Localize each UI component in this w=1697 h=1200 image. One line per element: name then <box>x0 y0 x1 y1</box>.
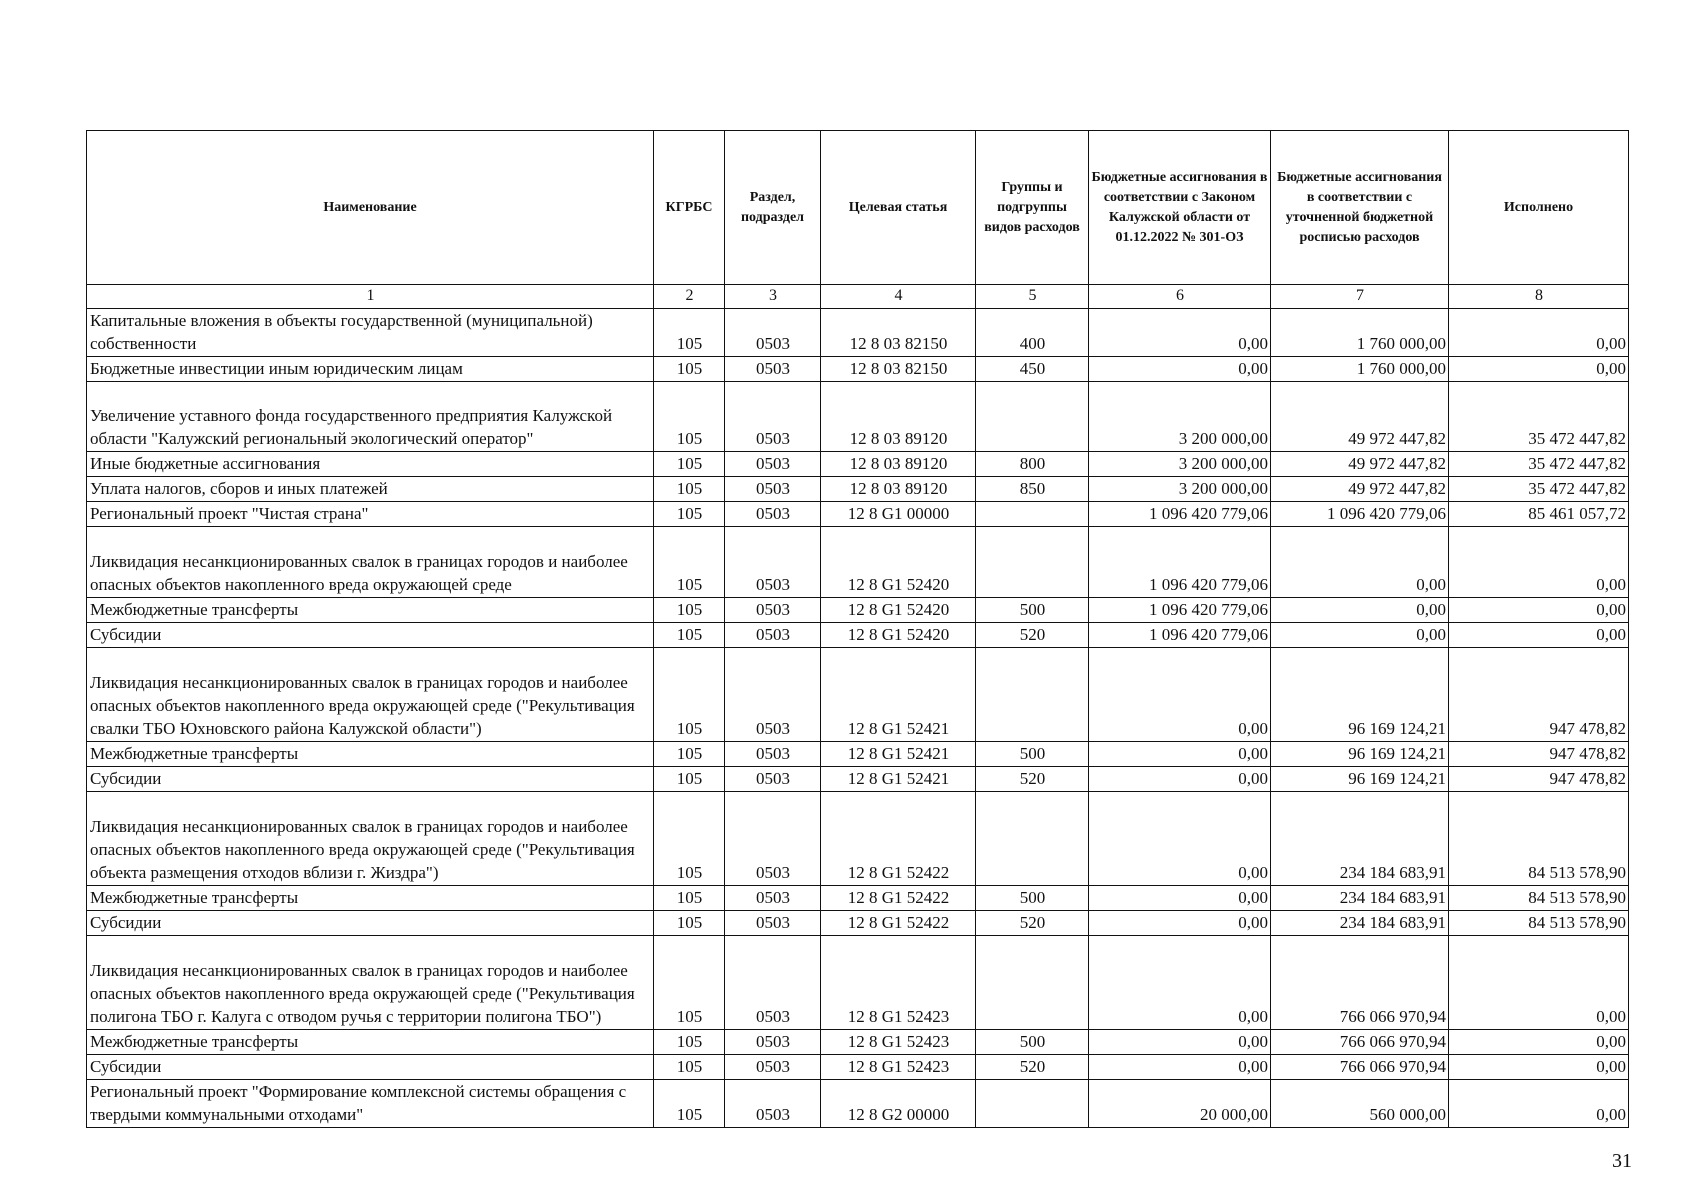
cell-razdel: 0503 <box>725 886 821 911</box>
cell-statya: 12 8 G1 52423 <box>821 1055 976 1080</box>
cell-vid: 450 <box>976 357 1089 382</box>
cell-statya: 12 8 G1 52421 <box>821 767 976 792</box>
cell-razdel: 0503 <box>725 742 821 767</box>
cell-ispolneno-amount: 84 513 578,90 <box>1449 792 1629 886</box>
cell-rospis-amount: 0,00 <box>1271 527 1449 598</box>
cell-law-amount: 3 200 000,00 <box>1089 382 1271 452</box>
cell-razdel: 0503 <box>725 309 821 357</box>
cell-statya: 12 8 G1 52423 <box>821 936 976 1030</box>
cell-razdel: 0503 <box>725 1030 821 1055</box>
table-row <box>87 357 1629 382</box>
cell-razdel: 0503 <box>725 648 821 742</box>
cell-kgrbs: 105 <box>654 886 725 911</box>
cell-law-amount: 0,00 <box>1089 357 1271 382</box>
cell-ispolneno-amount: 0,00 <box>1449 357 1629 382</box>
cell-vid <box>976 792 1089 886</box>
column-number: 3 <box>725 285 821 309</box>
cell-razdel: 0503 <box>725 598 821 623</box>
cell-statya: 12 8 G1 52420 <box>821 598 976 623</box>
cell-law-amount: 1 096 420 779,06 <box>1089 527 1271 598</box>
header-name: Наименование <box>87 131 654 285</box>
header-kgrbs: КГРБС <box>654 131 725 285</box>
cell-rospis-amount: 766 066 970,94 <box>1271 1055 1449 1080</box>
cell-name: Субсидии <box>87 1055 654 1080</box>
cell-name: Иные бюджетные ассигнования <box>87 452 654 477</box>
table-row <box>87 1055 1629 1080</box>
column-number: 7 <box>1271 285 1449 309</box>
cell-name: Бюджетные инвестиции иным юридическим лицам <box>87 357 654 382</box>
cell-law-amount: 1 096 420 779,06 <box>1089 598 1271 623</box>
cell-rospis-amount: 234 184 683,91 <box>1271 911 1449 936</box>
table-row <box>87 382 1629 452</box>
cell-kgrbs: 105 <box>654 598 725 623</box>
cell-statya: 12 8 03 89120 <box>821 452 976 477</box>
column-number: 5 <box>976 285 1089 309</box>
cell-law-amount: 0,00 <box>1089 1055 1271 1080</box>
cell-ispolneno-amount: 84 513 578,90 <box>1449 911 1629 936</box>
cell-name: Межбюджетные трансферты <box>87 886 654 911</box>
cell-vid <box>976 1080 1089 1128</box>
cell-rospis-amount: 1 760 000,00 <box>1271 309 1449 357</box>
cell-ispolneno-amount: 0,00 <box>1449 309 1629 357</box>
cell-kgrbs: 105 <box>654 767 725 792</box>
cell-law-amount: 0,00 <box>1089 648 1271 742</box>
table-row <box>87 598 1629 623</box>
cell-razdel: 0503 <box>725 767 821 792</box>
cell-ispolneno-amount: 85 461 057,72 <box>1449 502 1629 527</box>
cell-name: Межбюджетные трансферты <box>87 1030 654 1055</box>
table-row <box>87 911 1629 936</box>
cell-rospis-amount: 49 972 447,82 <box>1271 382 1449 452</box>
cell-rospis-amount: 49 972 447,82 <box>1271 477 1449 502</box>
cell-law-amount: 1 096 420 779,06 <box>1089 502 1271 527</box>
cell-name: Увеличение уставного фонда государственного предприятия Калужской области "Калужский региональный экологический оператор" <box>87 382 654 452</box>
cell-statya: 12 8 03 82150 <box>821 357 976 382</box>
cell-kgrbs: 105 <box>654 1055 725 1080</box>
cell-name: Ликвидация несанкционированных свалок в границах городов и наиболее опасных объектов накопленного вреда окружающей среде ("Рекультивация полигона ТБО г. Калуга с отводом ручья с территории полигона ТБО") <box>87 936 654 1030</box>
cell-vid: 520 <box>976 767 1089 792</box>
cell-rospis-amount: 234 184 683,91 <box>1271 792 1449 886</box>
cell-statya: 12 8 G1 52422 <box>821 911 976 936</box>
table-row <box>87 502 1629 527</box>
cell-rospis-amount: 766 066 970,94 <box>1271 1030 1449 1055</box>
page-number: 31 <box>1612 1150 1632 1172</box>
cell-name: Субсидии <box>87 767 654 792</box>
cell-rospis-amount: 0,00 <box>1271 598 1449 623</box>
cell-law-amount: 3 200 000,00 <box>1089 452 1271 477</box>
cell-name: Межбюджетные трансферты <box>87 742 654 767</box>
cell-ispolneno-amount: 0,00 <box>1449 936 1629 1030</box>
column-number: 8 <box>1449 285 1629 309</box>
cell-statya: 12 8 G1 52421 <box>821 742 976 767</box>
cell-kgrbs: 105 <box>654 452 725 477</box>
cell-vid <box>976 527 1089 598</box>
cell-vid: 500 <box>976 1030 1089 1055</box>
cell-rospis-amount: 560 000,00 <box>1271 1080 1449 1128</box>
cell-vid: 520 <box>976 911 1089 936</box>
cell-name: Уплата налогов, сборов и иных платежей <box>87 477 654 502</box>
cell-razdel: 0503 <box>725 382 821 452</box>
cell-kgrbs: 105 <box>654 936 725 1030</box>
cell-ispolneno-amount: 0,00 <box>1449 1030 1629 1055</box>
header-rospis: Бюджетные ассигнования в соответствии с уточненной бюджетной росписью расходов <box>1271 131 1449 285</box>
cell-name: Капитальные вложения в объекты государственной (муниципальной) собственности <box>87 309 654 357</box>
cell-rospis-amount: 234 184 683,91 <box>1271 886 1449 911</box>
column-number: 4 <box>821 285 976 309</box>
table-row <box>87 936 1629 1030</box>
cell-rospis-amount: 0,00 <box>1271 623 1449 648</box>
cell-vid <box>976 502 1089 527</box>
cell-name: Региональный проект "Формирование комплексной системы обращения с твердыми коммунальными отходами" <box>87 1080 654 1128</box>
table-row <box>87 792 1629 886</box>
cell-name: Субсидии <box>87 911 654 936</box>
cell-ispolneno-amount: 0,00 <box>1449 1055 1629 1080</box>
cell-kgrbs: 105 <box>654 309 725 357</box>
cell-name: Ликвидация несанкционированных свалок в границах городов и наиболее опасных объектов накопленного вреда окружающей среде ("Рекультивация свалки ТБО Юхновского района Калужской области") <box>87 648 654 742</box>
cell-vid <box>976 936 1089 1030</box>
cell-rospis-amount: 96 169 124,21 <box>1271 648 1449 742</box>
cell-ispolneno-amount: 0,00 <box>1449 623 1629 648</box>
cell-vid: 800 <box>976 452 1089 477</box>
cell-law-amount: 0,00 <box>1089 886 1271 911</box>
cell-rospis-amount: 766 066 970,94 <box>1271 936 1449 1030</box>
cell-razdel: 0503 <box>725 527 821 598</box>
cell-razdel: 0503 <box>725 936 821 1030</box>
cell-vid: 520 <box>976 1055 1089 1080</box>
table-row <box>87 742 1629 767</box>
cell-kgrbs: 105 <box>654 527 725 598</box>
header-vid: Группы и подгруппы видов расходов <box>976 131 1089 285</box>
cell-vid: 500 <box>976 886 1089 911</box>
cell-kgrbs: 105 <box>654 911 725 936</box>
cell-kgrbs: 105 <box>654 1080 725 1128</box>
cell-law-amount: 0,00 <box>1089 792 1271 886</box>
cell-kgrbs: 105 <box>654 1030 725 1055</box>
cell-razdel: 0503 <box>725 452 821 477</box>
cell-kgrbs: 105 <box>654 623 725 648</box>
cell-ispolneno-amount: 947 478,82 <box>1449 742 1629 767</box>
cell-statya: 12 8 G2 00000 <box>821 1080 976 1128</box>
cell-ispolneno-amount: 0,00 <box>1449 527 1629 598</box>
cell-statya: 12 8 03 82150 <box>821 309 976 357</box>
cell-kgrbs: 105 <box>654 742 725 767</box>
cell-statya: 12 8 G1 52423 <box>821 1030 976 1055</box>
cell-statya: 12 8 03 89120 <box>821 477 976 502</box>
cell-ispolneno-amount: 35 472 447,82 <box>1449 477 1629 502</box>
cell-vid: 500 <box>976 598 1089 623</box>
cell-ispolneno-amount: 84 513 578,90 <box>1449 886 1629 911</box>
cell-rospis-amount: 96 169 124,21 <box>1271 767 1449 792</box>
column-number: 6 <box>1089 285 1271 309</box>
cell-razdel: 0503 <box>725 623 821 648</box>
cell-kgrbs: 105 <box>654 648 725 742</box>
cell-razdel: 0503 <box>725 1080 821 1128</box>
column-number-row <box>87 285 1629 309</box>
table-row <box>87 527 1629 598</box>
cell-law-amount: 0,00 <box>1089 742 1271 767</box>
cell-razdel: 0503 <box>725 1055 821 1080</box>
cell-razdel: 0503 <box>725 357 821 382</box>
table-row <box>87 648 1629 742</box>
cell-law-amount: 0,00 <box>1089 309 1271 357</box>
table-row <box>87 623 1629 648</box>
cell-law-amount: 0,00 <box>1089 936 1271 1030</box>
cell-rospis-amount: 49 972 447,82 <box>1271 452 1449 477</box>
header-law: Бюджетные ассигнования в соответствии с Законом Калужской области от 01.12.2022 № 301-ОЗ <box>1089 131 1271 285</box>
cell-rospis-amount: 1 096 420 779,06 <box>1271 502 1449 527</box>
cell-vid <box>976 648 1089 742</box>
cell-kgrbs: 105 <box>654 792 725 886</box>
header-row <box>87 131 1629 285</box>
cell-kgrbs: 105 <box>654 502 725 527</box>
cell-name: Субсидии <box>87 623 654 648</box>
cell-name: Межбюджетные трансферты <box>87 598 654 623</box>
cell-ispolneno-amount: 0,00 <box>1449 1080 1629 1128</box>
cell-law-amount: 0,00 <box>1089 911 1271 936</box>
table-body <box>87 309 1629 1128</box>
cell-law-amount: 0,00 <box>1089 767 1271 792</box>
header-statya: Целевая статья <box>821 131 976 285</box>
cell-statya: 12 8 G1 00000 <box>821 502 976 527</box>
cell-kgrbs: 105 <box>654 357 725 382</box>
cell-statya: 12 8 G1 52422 <box>821 886 976 911</box>
cell-name: Ликвидация несанкционированных свалок в границах городов и наиболее опасных объектов накопленного вреда окружающей среде ("Рекультивация объекта размещения отходов вблизи г. Жиздра") <box>87 792 654 886</box>
cell-vid: 850 <box>976 477 1089 502</box>
cell-statya: 12 8 G1 52420 <box>821 527 976 598</box>
cell-law-amount: 3 200 000,00 <box>1089 477 1271 502</box>
cell-statya: 12 8 G1 52421 <box>821 648 976 742</box>
cell-ispolneno-amount: 0,00 <box>1449 598 1629 623</box>
table-row <box>87 452 1629 477</box>
table-row <box>87 309 1629 357</box>
table-row <box>87 477 1629 502</box>
table-row <box>87 1030 1629 1055</box>
cell-statya: 12 8 03 89120 <box>821 382 976 452</box>
table-row <box>87 886 1629 911</box>
cell-law-amount: 20 000,00 <box>1089 1080 1271 1128</box>
header-razdel: Раздел, подраздел <box>725 131 821 285</box>
cell-statya: 12 8 G1 52420 <box>821 623 976 648</box>
column-number: 1 <box>87 285 654 309</box>
cell-kgrbs: 105 <box>654 477 725 502</box>
column-number: 2 <box>654 285 725 309</box>
cell-rospis-amount: 96 169 124,21 <box>1271 742 1449 767</box>
header-ispolneno: Исполнено <box>1449 131 1629 285</box>
cell-razdel: 0503 <box>725 792 821 886</box>
cell-vid <box>976 382 1089 452</box>
cell-kgrbs: 105 <box>654 382 725 452</box>
cell-name: Региональный проект "Чистая страна" <box>87 502 654 527</box>
cell-ispolneno-amount: 35 472 447,82 <box>1449 452 1629 477</box>
cell-ispolneno-amount: 35 472 447,82 <box>1449 382 1629 452</box>
cell-razdel: 0503 <box>725 477 821 502</box>
cell-ispolneno-amount: 947 478,82 <box>1449 648 1629 742</box>
cell-vid: 500 <box>976 742 1089 767</box>
cell-vid: 400 <box>976 309 1089 357</box>
cell-razdel: 0503 <box>725 502 821 527</box>
cell-statya: 12 8 G1 52422 <box>821 792 976 886</box>
table-row <box>87 767 1629 792</box>
cell-name: Ликвидация несанкционированных свалок в границах городов и наиболее опасных объектов накопленного вреда окружающей среде <box>87 527 654 598</box>
cell-rospis-amount: 1 760 000,00 <box>1271 357 1449 382</box>
cell-law-amount: 0,00 <box>1089 1030 1271 1055</box>
cell-law-amount: 1 096 420 779,06 <box>1089 623 1271 648</box>
cell-ispolneno-amount: 947 478,82 <box>1449 767 1629 792</box>
table-row <box>87 1080 1629 1128</box>
cell-razdel: 0503 <box>725 911 821 936</box>
budget-table <box>86 130 1629 1128</box>
cell-vid: 520 <box>976 623 1089 648</box>
